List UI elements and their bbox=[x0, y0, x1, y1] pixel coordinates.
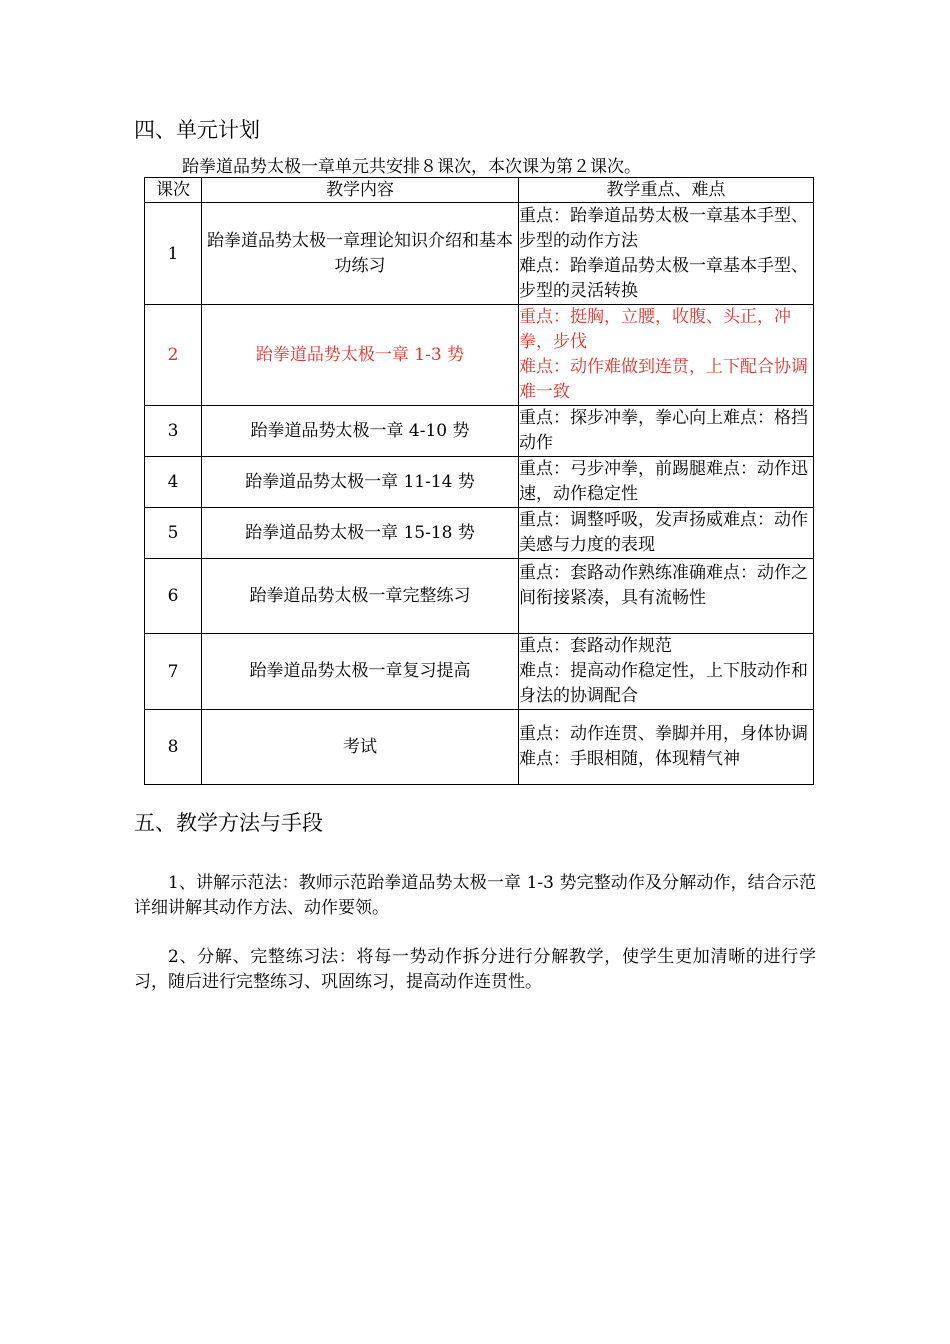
lesson-content: 考试 bbox=[202, 710, 519, 785]
lesson-content: 跆拳道品势太极一章 1-3 势 bbox=[202, 305, 519, 406]
lesson-focus bbox=[519, 508, 814, 559]
table-header-row bbox=[145, 178, 814, 203]
difficulty-line: 难点：手眼相随，体现精气神 bbox=[519, 749, 740, 769]
lesson-content: 跆拳道品势太极一章完整练习 bbox=[202, 559, 519, 634]
lesson-content: 跆拳道品势太极一章复习提高 bbox=[202, 634, 519, 710]
focus-line: 重点：跆拳道品势太极一章基本手型、步型的动作方法 bbox=[519, 205, 808, 251]
lesson-number: 8 bbox=[145, 710, 202, 785]
table-row bbox=[145, 203, 814, 305]
lesson-focus bbox=[519, 203, 814, 305]
lesson-number: 1 bbox=[145, 203, 202, 305]
unit-plan-table bbox=[144, 177, 814, 785]
table-row bbox=[145, 559, 814, 634]
lesson-number: 2 bbox=[145, 305, 202, 406]
lesson-number: 5 bbox=[145, 508, 202, 559]
table-row bbox=[145, 406, 814, 457]
table-row bbox=[145, 634, 814, 710]
table-row-current-lesson bbox=[145, 305, 814, 406]
lesson-focus bbox=[519, 634, 814, 710]
header-lesson-number: 课次 bbox=[145, 178, 202, 203]
focus-line: 重点：套路动作熟练准确难点：动作之间衔接紧凑，具有流畅性 bbox=[519, 563, 808, 608]
focus-line: 重点：动作连贯、拳脚并用，身体协调 bbox=[519, 724, 808, 744]
section-five-heading: 五、教学方法与手段 bbox=[134, 811, 323, 835]
focus-line: 重点：弓步冲拳，前踢腿难点：动作迅速，动作稳定性 bbox=[519, 459, 808, 504]
difficulty-line: 难点：提高动作稳定性，上下肢动作和身法的协调配合 bbox=[519, 661, 808, 706]
focus-line: 重点：探步冲拳，拳心向上难点：格挡动作 bbox=[519, 408, 808, 453]
lesson-focus bbox=[519, 406, 814, 457]
focus-line: 重点：挺胸，立腰，收腹、头正，冲拳，步伐 bbox=[519, 307, 791, 352]
table-row bbox=[145, 710, 814, 785]
method-paragraph-demonstration: 1、讲解示范法：教师示范跆拳道品势太极一章 1-3 势完整动作及分解动作，结合示范详细讲解其动作方法、动作要领。 bbox=[134, 873, 816, 918]
lesson-content: 跆拳道品势太极一章理论知识介绍和基本功练习 bbox=[202, 203, 519, 305]
lesson-number: 7 bbox=[145, 634, 202, 710]
unit-intro-text: 跆拳道品势太极一章单元共安排８课次，本次课为第２课次。 bbox=[182, 157, 641, 177]
difficulty-line: 难点：动作难做到连贯，上下配合协调难一致 bbox=[519, 357, 808, 402]
focus-line: 重点：套路动作规范 bbox=[519, 636, 672, 656]
method-paragraph-practice: 2、分解、完整练习法：将每一势动作拆分进行分解教学，使学生更加清晰的进行学习，随后进行完整练习、巩固练习，提高动作连贯性。 bbox=[134, 947, 816, 992]
header-focus-difficulty: 教学重点、难点 bbox=[519, 178, 814, 203]
lesson-content: 跆拳道品势太极一章 11-14 势 bbox=[202, 457, 519, 508]
table-row bbox=[145, 508, 814, 559]
lesson-focus bbox=[519, 710, 814, 785]
focus-line: 重点：调整呼吸，发声扬威难点：动作美感与力度的表现 bbox=[519, 510, 808, 555]
lesson-number: 6 bbox=[145, 559, 202, 634]
lesson-number: 4 bbox=[145, 457, 202, 508]
table-row bbox=[145, 457, 814, 508]
lesson-content: 跆拳道品势太极一章 4-10 势 bbox=[202, 406, 519, 457]
lesson-focus bbox=[519, 457, 814, 508]
lesson-focus bbox=[519, 305, 814, 406]
lesson-focus bbox=[519, 559, 814, 634]
difficulty-line: 难点：跆拳道品势太极一章基本手型、步型的灵活转换 bbox=[519, 255, 808, 301]
section-four-heading: 四、单元计划 bbox=[134, 118, 260, 142]
lesson-number: 3 bbox=[145, 406, 202, 457]
lesson-content: 跆拳道品势太极一章 15-18 势 bbox=[202, 508, 519, 559]
header-content: 教学内容 bbox=[202, 178, 519, 203]
